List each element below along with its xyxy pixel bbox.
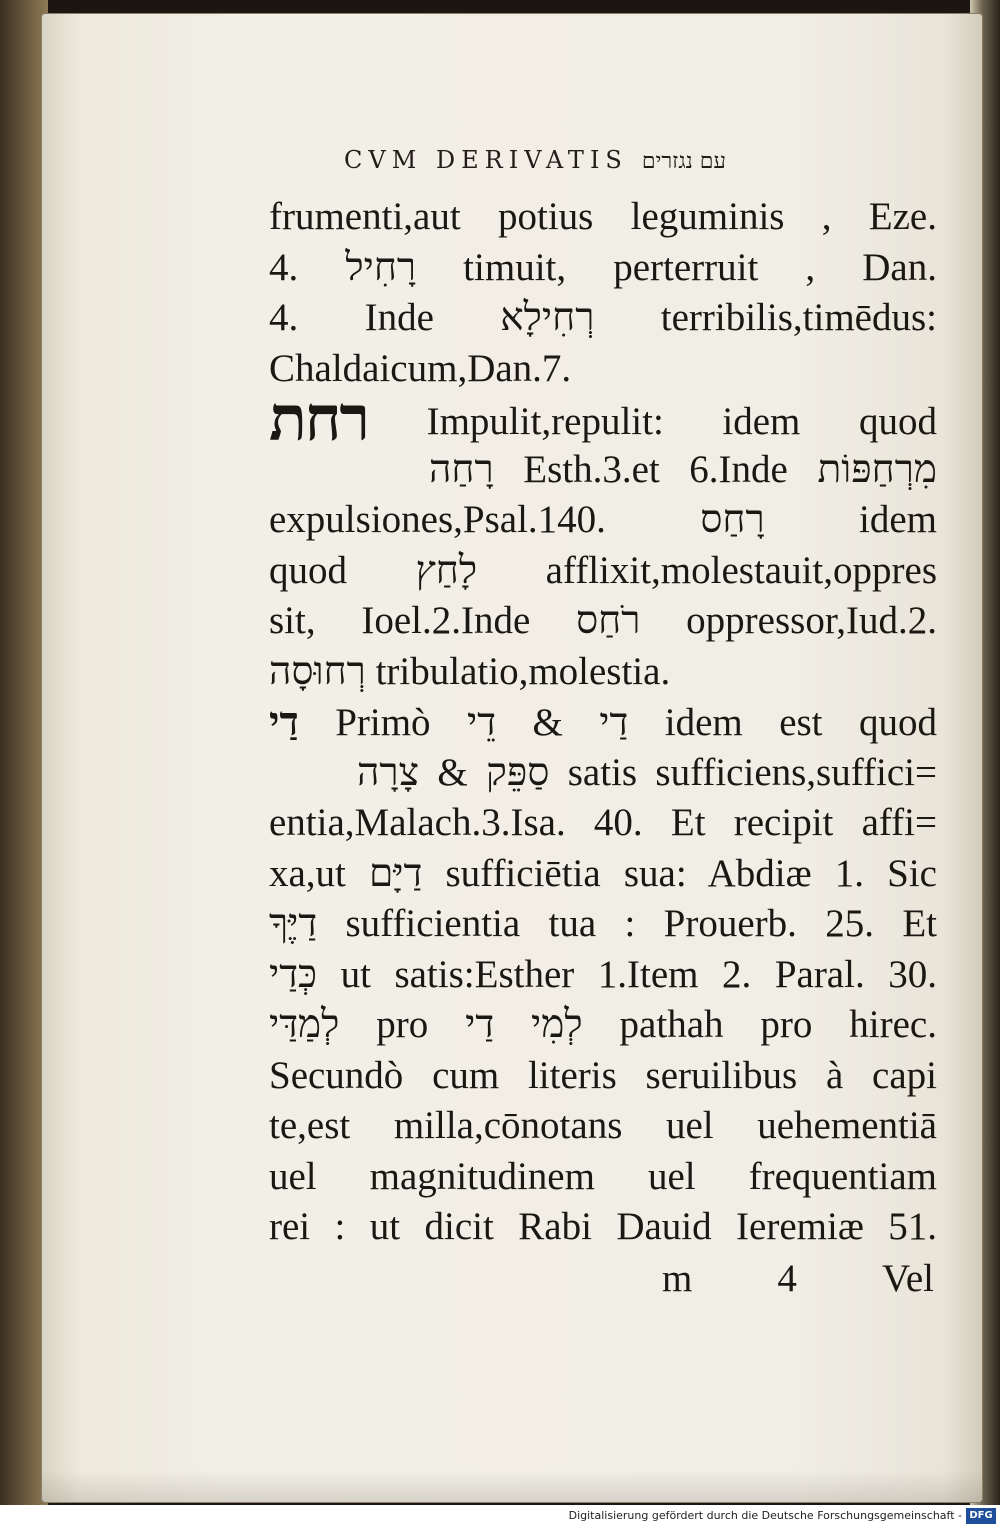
text-line: sit, Ioel.2.Inde רֹחַס oppressor,Iud.2. [269, 599, 937, 642]
funding-credit: Digitalisierung gefördert durch die Deutsche Forschungsgemeinschaft - [568, 1509, 962, 1522]
text-line: רָחַה Esth.3.et 6.Inde מִרְחַפּוֹת [429, 447, 937, 491]
text-line: סַפֵּק & צָרָה satis sufficiens,suffici= [357, 750, 937, 794]
entry-headword: רחת [269, 394, 368, 445]
catchline [662, 1256, 934, 1301]
text-line: דַיֶּךָ sufficientia tua : Prouerb. 25. Et [269, 902, 937, 945]
text-line: rei : ut dicit Rabi Dauid Ieremiæ 51. [269, 1205, 937, 1248]
text-line: te,est milla,cōnotans uel uehementiā [269, 1104, 937, 1147]
text-line: entia,Malach.3.Isa. 40. Et recipit affi= [269, 801, 937, 844]
text-line: frumenti,aut potius leguminis , Eze. [269, 195, 937, 238]
entry-text: Primò דַי & דֵי idem est quod [335, 701, 937, 744]
signature-number: 4 [777, 1257, 797, 1300]
text-line: quod לָחַץ afflixit,molestauit,oppres [269, 548, 937, 592]
page-body [269, 192, 937, 1253]
text-line: xa,ut דַיָּם sufficiētia sua: Abdiæ 1. Sic [269, 851, 937, 895]
text-line: כְּדַי ut satis:Esther 1.Item 2. Paral. 30. [269, 952, 937, 996]
running-head-latin: CVM DERIVATIS [344, 146, 628, 174]
dfg-logo-icon: DFG [966, 1508, 996, 1524]
page-shadow [42, 1470, 982, 1502]
signature-mark: m [662, 1257, 693, 1300]
text-line: Secundò cum literis seruilibus à capi [269, 1053, 937, 1097]
entry-line [269, 394, 937, 445]
text-line: רְחוּסָה tribulatio,molestia. [269, 649, 671, 693]
running-head [344, 146, 864, 174]
text-line: uel magnitudinem uel frequentiam [269, 1154, 937, 1198]
text-line: Chaldaicum,Dan.7. [269, 346, 572, 390]
running-head-hebrew: עם נגזרים [641, 149, 726, 174]
text-line: expulsiones,Psal.140. רָחַס idem [269, 498, 937, 541]
catchword: Vel [882, 1257, 934, 1300]
text-line: 4. רָחִיל timuit, perterruit , Dan. [269, 245, 937, 289]
entry-headword: דַי [269, 698, 299, 745]
text-line: לְמַדַּי pro לְמִי דַי pathah pro hirec. [269, 1003, 937, 1046]
footer-bar [0, 1505, 1000, 1529]
text-line: 4. Inde רְחִילָא terribilis,timēdus: [269, 296, 937, 339]
entry-line [269, 697, 937, 748]
binding-edge [0, 0, 48, 1505]
entry-text: Impulit,repulit: idem quod [426, 400, 937, 443]
